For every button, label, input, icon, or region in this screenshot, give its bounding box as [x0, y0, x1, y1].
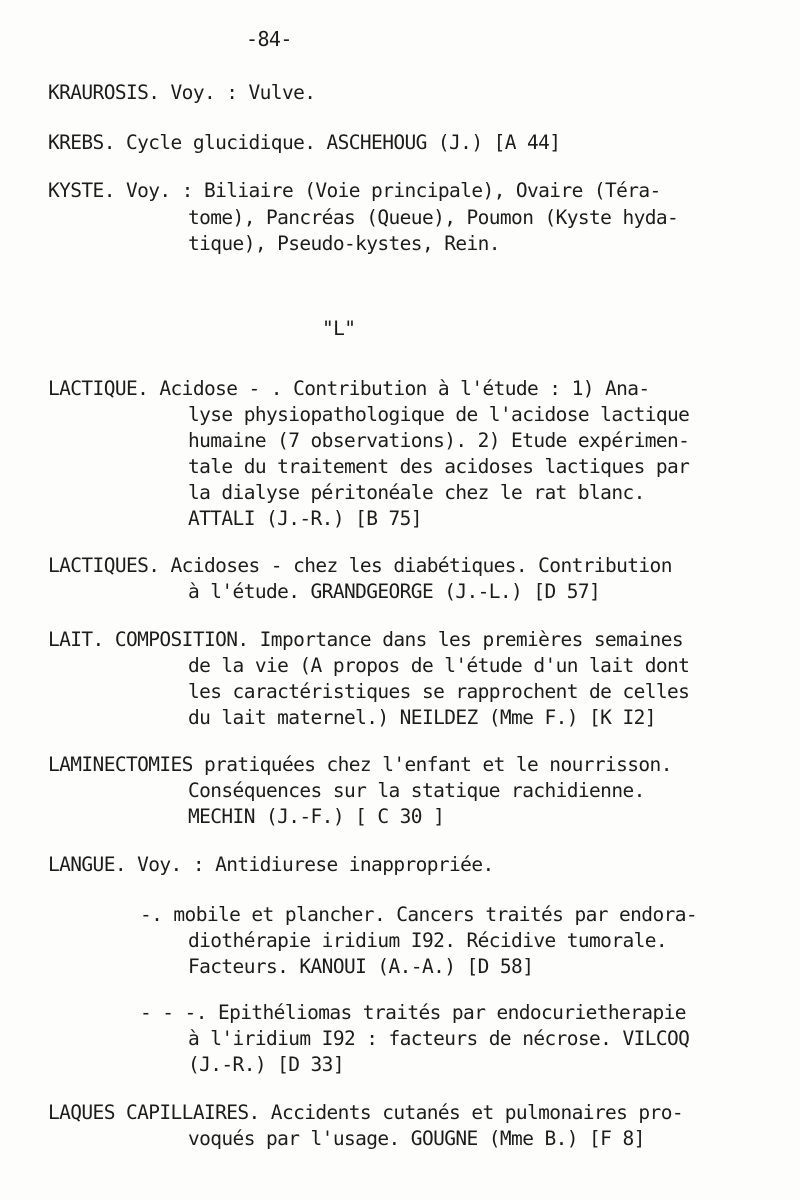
- entry-lactique-line-2: lyse physiopathologique de l'acidose lactique: [188, 403, 690, 426]
- entry-kyste-line-2: tome), Pancréas (Queue), Poumon (Kyste hyda-: [188, 206, 679, 229]
- entry-laques-line-1: LAQUES CAPILLAIRES. Accidents cutanés et pulmonaires pro-: [48, 1101, 683, 1124]
- entry-lactiques-line-1: LACTIQUES. Acidoses - chez les diabétiques. Contribution: [48, 554, 672, 577]
- entry-laques-line-2: voqués par l'usage. GOUGNE (Mme B.) [F 8]: [188, 1127, 645, 1150]
- entry-lactique-line-1: LACTIQUE. Acidose - . Contribution à l'étude : 1) Ana-: [48, 377, 650, 400]
- section-letter: "L": [322, 317, 356, 340]
- entry-langue-line-1: LANGUE. Voy. : Antidiurese inappropriée.: [48, 853, 494, 876]
- entry-lactiques-line-2: à l'étude. GRANDGEORGE (J.-L.) [D 57]: [188, 580, 601, 603]
- entry-langue-mobile-line-1: -. mobile et plancher. Cancers traités par endora-: [140, 903, 697, 926]
- page-number: -84-: [246, 27, 292, 51]
- entry-langue-mobile-line-2: diothérapie iridium I92. Récidive tumorale.: [188, 929, 668, 952]
- entry-langue-epitheliomas-line-1: - - -. Epithéliomas traités par endocurietherapie: [140, 1001, 686, 1024]
- entry-laminectomies-line-2: Conséquences sur la statique rachidienne.: [188, 779, 645, 802]
- entry-kyste-line-3: tique), Pseudo-kystes, Rein.: [188, 232, 500, 255]
- entry-langue-epitheliomas-line-2: à l'iridium I92 : facteurs de nécrose. VILCOQ: [188, 1027, 690, 1050]
- entry-lactique-line-3: humaine (7 observations). 2) Etude expérimen-: [188, 429, 690, 452]
- entry-lait-line-4: du lait maternel.) NEILDEZ (Mme F.) [K I2]: [188, 706, 656, 729]
- entry-kyste-line-1: KYSTE. Voy. : Biliaire (Voie principale), Ovaire (Téra-: [48, 179, 661, 202]
- entry-lait-line-3: les caractéristiques se rapprochent de celles: [188, 680, 690, 703]
- entry-lactique-line-4: tale du traitement des acidoses lactiques par: [188, 455, 690, 478]
- entry-lait-line-1: LAIT. COMPOSITION. Importance dans les premières semaines: [48, 628, 683, 651]
- entry-langue-mobile-line-3: Facteurs. KANOUI (A.-A.) [D 58]: [188, 955, 534, 978]
- entry-laminectomies-line-3: MECHIN (J.-F.) [ C 30 ]: [188, 805, 445, 828]
- entry-lactique-line-5: la dialyse péritonéale chez le rat blanc.: [188, 481, 645, 504]
- entry-lait-line-2: de la vie (A propos de l'étude d'un lait dont: [188, 654, 690, 677]
- entry-krebs-line: KREBS. Cycle glucidique. ASCHEHOUG (J.) [A 44]: [48, 131, 561, 154]
- entry-lactique-line-6: ATTALI (J.-R.) [B 75]: [188, 507, 422, 530]
- entry-langue-epitheliomas-line-3: (J.-R.) [D 33]: [188, 1053, 344, 1076]
- entry-krauros-line: KRAUROSIS. Voy. : Vulve.: [48, 81, 316, 104]
- entry-laminectomies-line-1: LAMINECTOMIES pratiquées chez l'enfant et le nourrisson.: [48, 753, 672, 776]
